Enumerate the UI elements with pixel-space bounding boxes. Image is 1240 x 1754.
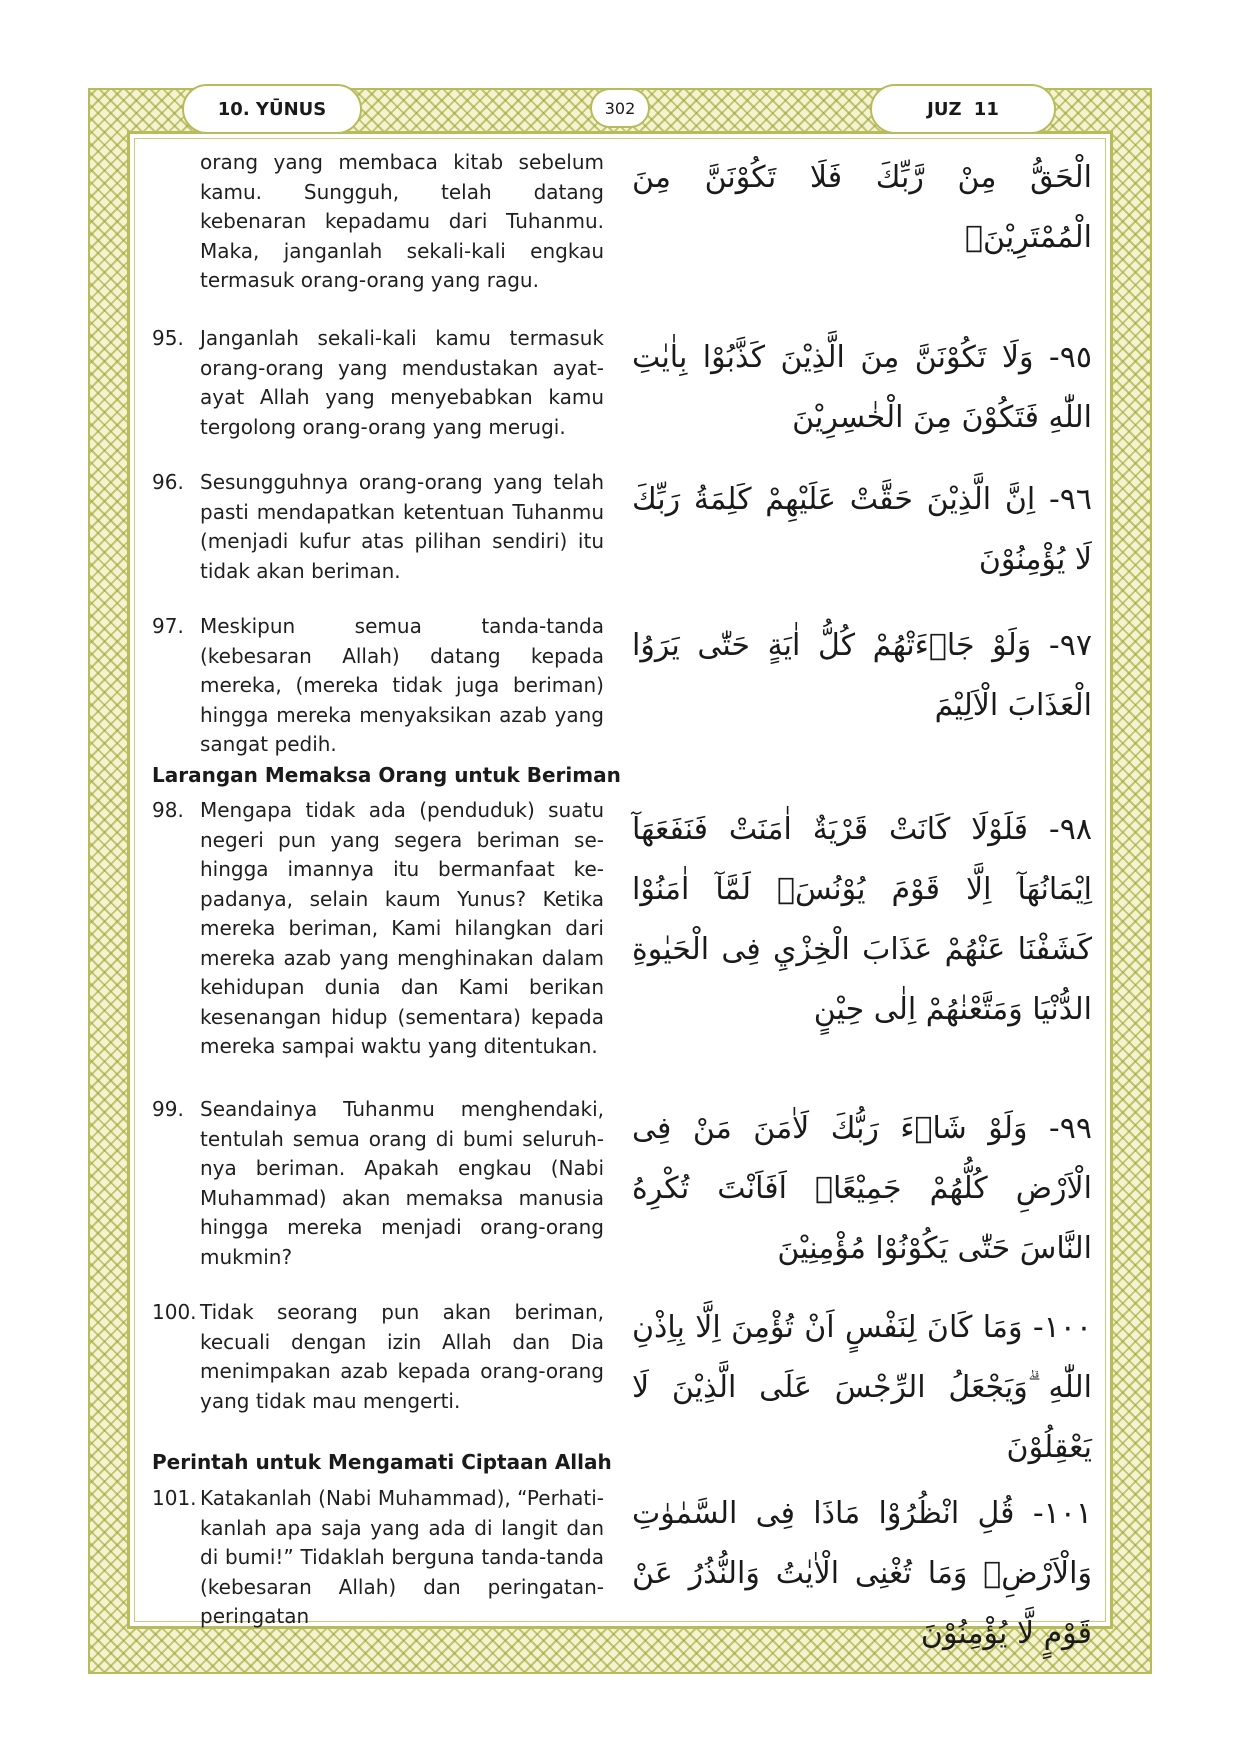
translation	[152, 1095, 604, 1272]
surah-title: 10. YŪNUS	[217, 98, 327, 120]
page-number-tab	[590, 88, 650, 128]
translation-text: Tidak seorang pun akan beriman, kecuali dengan izin Allah dan Dia menimpakan azab kepada orang-orang yang tidak mau mengerti.	[200, 1300, 604, 1413]
translation	[152, 796, 604, 1062]
juz-tab	[870, 84, 1056, 134]
translation-text: Meskipun semua tanda-tanda (kebesaran Allah) datang kepada mereka, (mereka tidak juga beriman) hingga mereka menyaksikan azab yang sangat pedih.	[200, 614, 604, 756]
translation	[152, 148, 604, 296]
verse-number: 97.	[152, 614, 184, 638]
verse-number: 99.	[152, 1097, 184, 1121]
section-heading: Larangan Memaksa Orang untuk Beriman	[152, 763, 621, 787]
translation	[152, 468, 604, 586]
verse-number: 98.	[152, 798, 184, 822]
arabic-text: ١٠١- قُلِ انْظُرُوْا مَاذَا فِى السَّمٰوٰتِ وَالْاَرْضِۗ وَمَا تُغْنِى الْاٰيٰتُ وَالنُّذُرُ عَنْ قَوْمٍ لَّا يُؤْمِنُوْنَ	[632, 1496, 1092, 1651]
translation-text: Mengapa tidak ada (penduduk) suatu negeri pun yang segera beriman sehingga imannya itu bermanfaat kepadanya, selain kaum Yunus? Ketika mereka beriman, Kami hilangkan dari mereka azab yang menghinakan dalam kehidupan dunia dan Kami berikan kesenangan hidup (sementara) kepada mereka sampai waktu yang ditentukan.	[200, 798, 604, 1058]
verse-number: 96.	[152, 470, 184, 494]
translation-text: Seandainya Tuhanmu menghendaki, tentulah semua orang di bumi seluruhnya beriman. Apakah engkau (Nabi Muhammad) akan memaksa manusia hingga mereka menjadi orang-orang mukmin?	[200, 1097, 604, 1269]
translation-text: orang yang membaca kitab sebelum kamu. Sungguh, telah datang kebenaran kepadamu dari Tuhanmu. Maka, janganlah sekali-kali engkau termasuk orang-orang yang ragu.	[200, 150, 604, 292]
translation	[152, 324, 604, 442]
translation	[152, 1298, 604, 1416]
arabic-text: ١٠٠- وَمَا كَانَ لِنَفْسٍ اَنْ تُؤْمِنَ اِلَّا بِاِذْنِ اللّٰهِ ۗوَيَجْعَلُ الرِّجْسَ عَلَى الَّذِيْنَ لَا يَعْقِلُوْنَ	[632, 1310, 1092, 1465]
juz-label: JUZ 11	[927, 98, 999, 120]
translation-text: Sesungguhnya orang-orang yang telah pasti mendapatkan ketentuan Tuhanmu (menjadi kufur atas pilihan sendiri) itu tidak akan beriman.	[200, 470, 604, 583]
surah-title-tab	[182, 84, 362, 134]
arabic-text: ٩٨- فَلَوْلَا كَانَتْ قَرْيَةٌ اٰمَنَتْ فَنَفَعَهَآ اِيْمَانُهَآ اِلَّا قَوْمَ يُوْنُسَۗ لَمَّآ اٰمَنُوْا كَشَفْنَا عَنْهُمْ عَذَابَ الْخِزْيِ فِى الْحَيٰوةِ الدُّنْيَا وَمَتَّعْنٰهُمْ اِلٰى حِيْنٍ	[632, 812, 1092, 1027]
arabic-text: ٩٩- وَلَوْ شَاۤءَ رَبُّكَ لَاٰمَنَ مَنْ فِى الْاَرْضِ كُلُّهُمْ جَمِيْعًاۗ اَفَاَنْتَ تُكْرِهُ النَّاسَ حَتّٰى يَكُوْنُوْا مُؤْمِنِيْنَ	[632, 1111, 1092, 1266]
translation	[152, 1484, 604, 1632]
arabic-text: ٩٦- اِنَّ الَّذِيْنَ حَقَّتْ عَلَيْهِمْ كَلِمَةُ رَبِّكَ لَا يُؤْمِنُوْنَ	[632, 482, 1092, 577]
verse-number: 95.	[152, 326, 184, 350]
verse-number: 101.	[152, 1486, 197, 1510]
section-heading: Perintah untuk Mengamati Ciptaan Allah	[152, 1450, 612, 1474]
page-number: 302	[604, 98, 636, 118]
translation-text: Janganlah sekali-kali kamu termasuk orang-orang yang mendustakan ayat-ayat Allah yang menyebabkan kamu tergolong orang-orang yang merugi.	[200, 326, 604, 439]
arabic-text: الْحَقُّ مِنْ رَّبِّكَ فَلَا تَكُوْنَنَّ مِنَ الْمُمْتَرِيْنَۙ	[632, 160, 1092, 255]
arabic-text: ٩٧- وَلَوْ جَاۤءَتْهُمْ كُلُّ اٰيَةٍ حَتّٰى يَرَوُا الْعَذَابَ الْاَلِيْمَ	[632, 628, 1092, 723]
translation	[152, 612, 604, 760]
verse-number: 100.	[152, 1300, 197, 1324]
translation-text: Katakanlah (Nabi Muhammad), “Perhatikanlah apa saja yang ada di langit dan di bumi!” Tidaklah berguna tanda-tanda (kebesaran Allah) dan peringatan-peringatan	[200, 1486, 604, 1628]
arabic-text: ٩٥- وَلَا تَكُوْنَنَّ مِنَ الَّذِيْنَ كَذَّبُوْا بِاٰيٰتِ اللّٰهِ فَتَكُوْنَ مِنَ الْخٰسِرِيْنَ	[632, 340, 1092, 435]
